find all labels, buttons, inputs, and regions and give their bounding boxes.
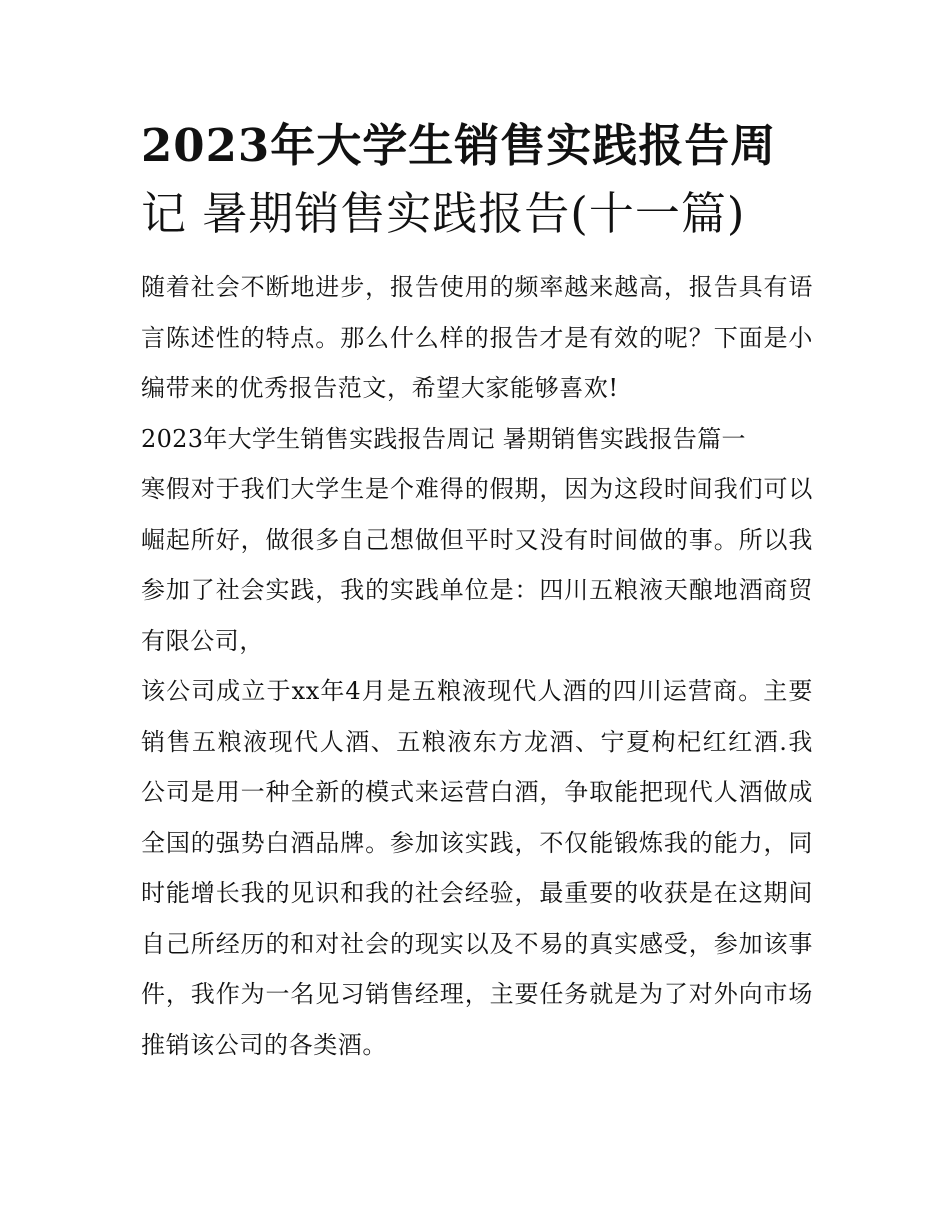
document-body (141, 262, 813, 1070)
body-paragraph-1: 寒假对于我们大学生是个难得的假期，因为这段时间我们可以崛起所好，做很多自己想做但平时又没有时间做的事。所以我参加了社会实践，我的实践单位是：四川五粮液天酿地酒商贸有限公司， (141, 475, 813, 655)
title-bold-part: 2023年大学生销售实践报告周 (141, 119, 777, 172)
title-rest-part: 记 暑期销售实践报告(十一篇) (141, 187, 746, 240)
intro-paragraph: 随着社会不断地进步，报告使用的频率越来越高，报告具有语言陈述性的特点。那么什么样的报告才是有效的呢？下面是小编带来的优秀报告范文，希望大家能够喜欢! (141, 273, 813, 402)
section-heading: 2023年大学生销售实践报告周记 暑期销售实践报告篇一 (141, 424, 746, 453)
document-title (141, 112, 813, 248)
document-page (141, 112, 813, 1070)
body-paragraph-2: 该公司成立于xx年4月是五粮液现代人酒的四川运营商。主要销售五粮液现代人酒、五粮液东方龙酒、宁夏枸杞红红酒.我公司是用一种全新的模式来运营白酒，争取能把现代人酒做成全国的强势白酒品牌。参加该实践，不仅能锻炼我的能力，同时能增长我的见识和我的社会经验，最重要的收获是在这期间自己所经历的和对社会的现实以及不易的真实感受，参加该事件，我作为一名见习销售经理，主要任务就是为了对外向市场推销该公司的各类酒。 (141, 677, 813, 1059)
